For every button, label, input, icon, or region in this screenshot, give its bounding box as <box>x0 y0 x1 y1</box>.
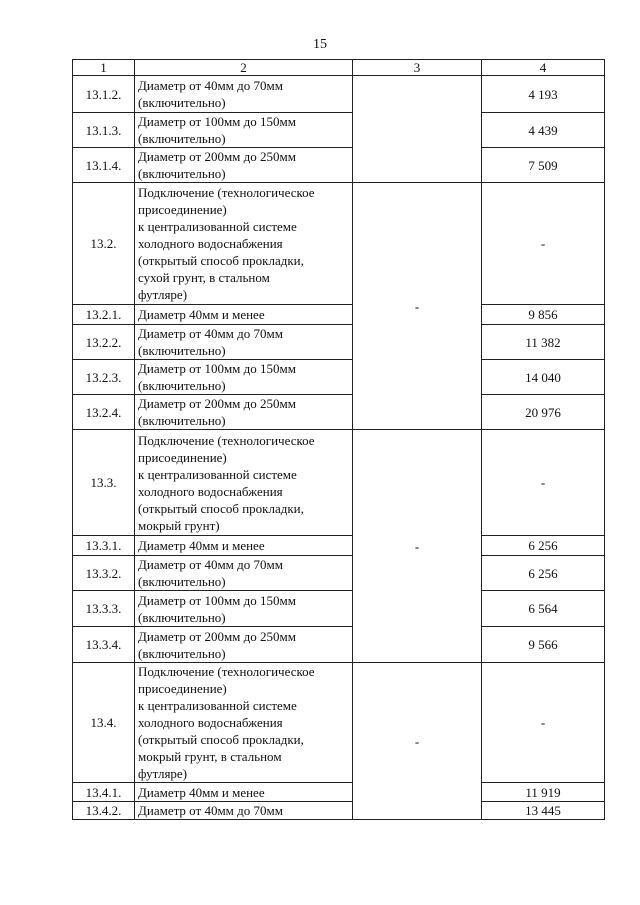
item-price: 11 382 <box>482 325 605 360</box>
item-number: 13.3.1. <box>73 536 135 556</box>
group-column-3: - <box>353 430 482 663</box>
item-price: 11 919 <box>482 783 605 802</box>
table-row <box>73 113 605 148</box>
item-description: Диаметр 40мм и менее <box>135 783 353 802</box>
table-row <box>73 663 605 783</box>
table-row <box>73 591 605 627</box>
item-description: Диаметр 40мм и менее <box>135 305 353 325</box>
item-description: Диаметр от 100мм до 150мм (включительно) <box>135 360 353 395</box>
table-row <box>73 76 605 113</box>
header-row <box>73 60 605 76</box>
table-row <box>73 183 605 305</box>
item-number: 13.2.4. <box>73 395 135 430</box>
group-column-3 <box>353 76 482 183</box>
table-row <box>73 556 605 591</box>
table-row <box>73 360 605 395</box>
header-col-4: 4 <box>482 60 605 76</box>
table-row <box>73 430 605 536</box>
item-price: 9 856 <box>482 305 605 325</box>
table-row <box>73 305 605 325</box>
item-description: Диаметр от 100мм до 150мм (включительно) <box>135 113 353 148</box>
item-number: 13.4.2. <box>73 802 135 820</box>
item-price: 20 976 <box>482 395 605 430</box>
item-price: 7 509 <box>482 148 605 183</box>
header-col-2: 2 <box>135 60 353 76</box>
item-price: 14 040 <box>482 360 605 395</box>
table-row <box>73 783 605 802</box>
item-description: Диаметр от 40мм до 70мм (включительно) <box>135 325 353 360</box>
item-description: Диаметр от 200мм до 250мм (включительно) <box>135 395 353 430</box>
item-description: Диаметр 40мм и менее <box>135 536 353 556</box>
item-price: 4 439 <box>482 113 605 148</box>
table-row <box>73 536 605 556</box>
item-number: 13.3.4. <box>73 627 135 663</box>
header-col-3: 3 <box>353 60 482 76</box>
item-number: 13.3.3. <box>73 591 135 627</box>
table-row <box>73 325 605 360</box>
table-row <box>73 802 605 820</box>
page-number: 15 <box>313 37 327 52</box>
item-number: 13.1.4. <box>73 148 135 183</box>
item-number: 13.4.1. <box>73 783 135 802</box>
item-price: 13 445 <box>482 802 605 820</box>
item-number: 13.3.2. <box>73 556 135 591</box>
item-description: Диаметр от 40мм до 70мм (включительно) <box>135 556 353 591</box>
group-column-3: - <box>353 663 482 820</box>
item-description: Подключение (технологическое присоединение) к централизованной системе холодного водоснабжения (открытый способ прокладки, мокрый грунт) <box>135 430 353 536</box>
item-price: - <box>482 663 605 783</box>
item-price: 9 566 <box>482 627 605 663</box>
item-number: 13.4. <box>73 663 135 783</box>
item-description: Подключение (технологическое присоединение) к централизованной системе холодного водоснабжения (открытый способ прокладки, сухой грунт, в стальном футляре) <box>135 183 353 305</box>
item-description: Диаметр от 40мм до 70мм <box>135 802 353 820</box>
item-number: 13.2.2. <box>73 325 135 360</box>
tariff-table-body <box>73 60 605 820</box>
item-number: 13.1.2. <box>73 76 135 113</box>
item-description: Диаметр от 200мм до 250мм (включительно) <box>135 148 353 183</box>
item-number: 13.3. <box>73 430 135 536</box>
table-row <box>73 148 605 183</box>
item-price: 6 256 <box>482 536 605 556</box>
item-number: 13.2.1. <box>73 305 135 325</box>
table-row <box>73 627 605 663</box>
item-price: 4 193 <box>482 76 605 113</box>
group-column-3: - <box>353 183 482 430</box>
item-description: Диаметр от 200мм до 250мм (включительно) <box>135 627 353 663</box>
item-price: - <box>482 430 605 536</box>
tariff-table <box>72 59 605 820</box>
item-price: 6 256 <box>482 556 605 591</box>
item-price: 6 564 <box>482 591 605 627</box>
table-row <box>73 395 605 430</box>
item-number: 13.1.3. <box>73 113 135 148</box>
item-number: 13.2. <box>73 183 135 305</box>
header-col-1: 1 <box>73 60 135 76</box>
item-number: 13.2.3. <box>73 360 135 395</box>
item-description: Диаметр от 40мм до 70мм (включительно) <box>135 76 353 113</box>
item-price: - <box>482 183 605 305</box>
item-description: Подключение (технологическое присоединение) к централизованной системе холодного водоснабжения (открытый способ прокладки, мокрый грунт, в стальном футляре) <box>135 663 353 783</box>
item-description: Диаметр от 100мм до 150мм (включительно) <box>135 591 353 627</box>
